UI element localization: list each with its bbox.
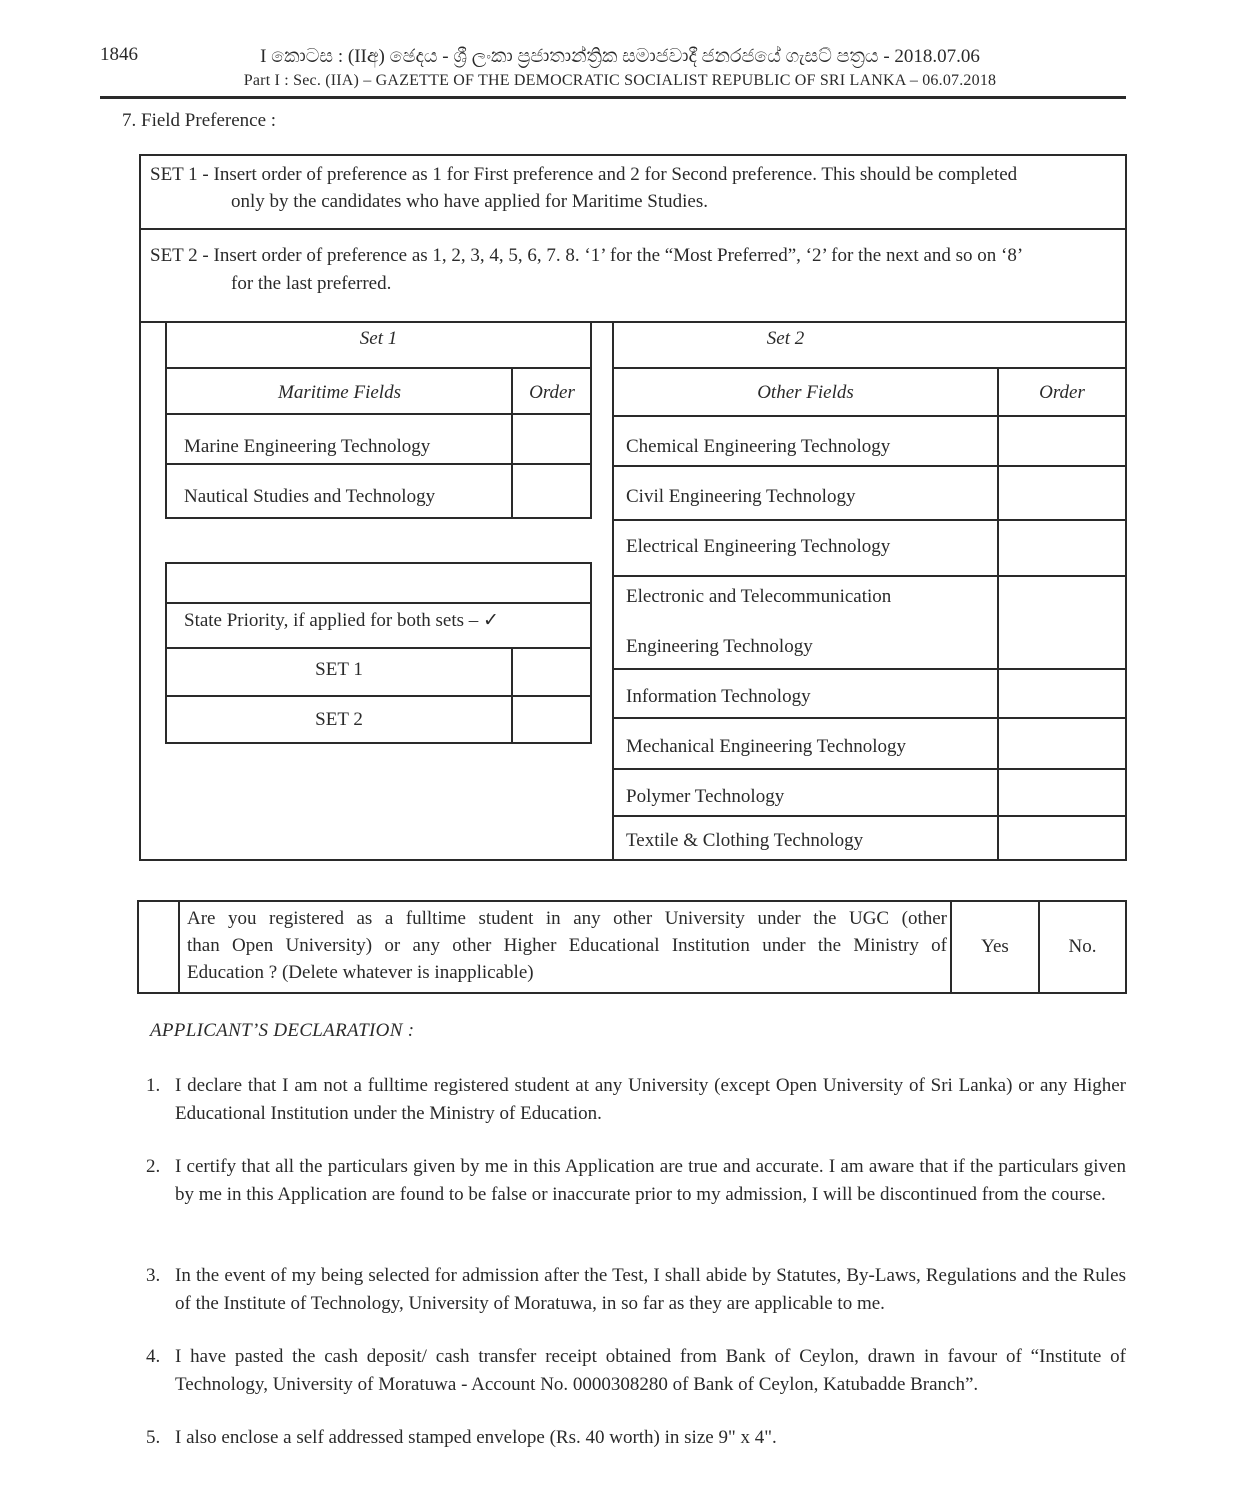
set2-order-input[interactable] bbox=[999, 817, 1125, 859]
set2-field-label: Mechanical Engineering Technology bbox=[626, 736, 907, 757]
set1-order-input[interactable] bbox=[513, 415, 590, 463]
set1-field-label: Nautical Studies and Technology bbox=[184, 486, 436, 507]
declaration-item-number: 3. bbox=[146, 1265, 161, 1286]
declaration-item bbox=[146, 1424, 1126, 1452]
set2-order-input[interactable] bbox=[999, 670, 1125, 717]
divider bbox=[141, 321, 1125, 323]
page-number: 1846 bbox=[100, 44, 138, 65]
set2-order-input[interactable] bbox=[999, 719, 1125, 768]
set2-field-label: Engineering Technology bbox=[626, 636, 813, 657]
yes-option[interactable]: Yes bbox=[981, 936, 1009, 957]
declaration-item bbox=[146, 1343, 1126, 1399]
set2-instruction-line1: SET 2 - Insert order of preference as 1, 2, 3, 4, 5, 6, 7. 8. ‘1’ for the “Most Preferred”, ‘2’ for the next and so on ‘8’ bbox=[150, 245, 1024, 266]
declaration-item-text: I declare that I am not a fulltime registered student at any University (except Open University of Sri Lanka) or any Higher Educational Institution under the Ministry of Education. bbox=[175, 1075, 1126, 1124]
divider bbox=[178, 902, 180, 992]
divider bbox=[590, 321, 592, 368]
set1-field-label: Marine Engineering Technology bbox=[184, 436, 431, 457]
priority-set1-label: SET 1 bbox=[315, 659, 363, 680]
section-title: 7. Field Preference : bbox=[122, 110, 277, 131]
declaration-item bbox=[146, 1153, 1126, 1209]
set2-order-input[interactable] bbox=[999, 521, 1125, 575]
set2-field-label: Information Technology bbox=[626, 686, 811, 707]
declaration-item-text: I have pasted the cash deposit/ cash transfer receipt obtained from Bank of Ceylon, drawn in favour of “Institute of Technology, University of Moratuwa - Account No. 0000308280 of Bank of Ceylon, Katubadde Branch”. bbox=[175, 1346, 1126, 1395]
gazette-header-english: Part I : Sec. (IIA) – GAZETTE OF THE DEMOCRATIC SOCIALIST REPUBLIC OF SRI LANKA – 06.07.2018 bbox=[243, 72, 997, 89]
divider bbox=[590, 562, 592, 744]
declaration-item-text: I also enclose a self addressed stamped envelope (Rs. 40 worth) in size 9" x 4". bbox=[175, 1427, 777, 1448]
set1-instruction-line2: only by the candidates who have applied for Maritime Studies. bbox=[231, 191, 708, 212]
gazette-header-sinhala: I කොටස : (IIඅ) ඡෙදය - ශ්‍රී ලංකා ප්‍රජාතාන්ත්‍රික සමාජවාදී ජනරජයේ ගැසට් පත්‍රය - 2018.07.06 bbox=[260, 46, 980, 67]
registration-question-line3: Education ? (Delete whatever is inapplicable) bbox=[187, 962, 534, 983]
set2-order-input[interactable] bbox=[999, 577, 1125, 668]
divider bbox=[165, 742, 592, 744]
set1-title: Set 1 bbox=[359, 328, 398, 349]
set1-order-input[interactable] bbox=[513, 465, 590, 517]
set1-instruction-line1: SET 1 - Insert order of preference as 1 for First preference and 2 for Second preference. This should be completed bbox=[150, 164, 1018, 185]
registration-question-table bbox=[137, 900, 1127, 994]
declaration-item bbox=[146, 1262, 1126, 1318]
declaration-item-number: 1. bbox=[146, 1075, 161, 1096]
set2-col-order: Order bbox=[1039, 382, 1085, 403]
divider bbox=[165, 367, 590, 369]
set1-col-order: Order bbox=[529, 382, 575, 403]
declaration-item-number: 4. bbox=[146, 1346, 161, 1367]
priority-set2-label: SET 2 bbox=[315, 709, 363, 730]
set2-field-label: Civil Engineering Technology bbox=[626, 486, 856, 507]
header-rule bbox=[100, 96, 1126, 99]
declaration-item-number: 5. bbox=[146, 1427, 161, 1448]
divider bbox=[165, 562, 592, 564]
divider bbox=[165, 321, 167, 519]
priority-set2-input[interactable] bbox=[513, 697, 590, 742]
no-option[interactable]: No. bbox=[1068, 936, 1097, 957]
priority-set1-input[interactable] bbox=[513, 649, 590, 695]
set2-field-label: Polymer Technology bbox=[626, 786, 785, 807]
state-priority-text: State Priority, if applied for both sets – bbox=[184, 610, 479, 631]
divider bbox=[165, 602, 592, 604]
set2-order-input[interactable] bbox=[999, 467, 1125, 519]
registration-question-line2: than Open University) or any other Higher Educational Institution under the Ministry of bbox=[187, 935, 947, 956]
set2-col-field: Other Fields bbox=[757, 382, 854, 403]
set2-field-label: Electrical Engineering Technology bbox=[626, 536, 891, 557]
set2-order-input[interactable] bbox=[999, 417, 1125, 465]
set2-field-label: Electronic and Telecommunication bbox=[626, 586, 892, 607]
checkmark-icon: ✓ bbox=[483, 610, 499, 631]
declaration-item-number: 2. bbox=[146, 1156, 161, 1177]
set1-col-field: Maritime Fields bbox=[278, 382, 401, 403]
divider bbox=[590, 367, 592, 519]
set2-field-label: Textile & Clothing Technology bbox=[626, 830, 864, 851]
declaration-item bbox=[146, 1072, 1126, 1128]
divider bbox=[612, 367, 1125, 369]
declaration-item-text: I certify that all the particulars given by me in this Application are true and accurate. I am aware that if the particulars given by me in this Application are found to be false or inaccurate prior to my admission, I will be discontinued from the course. bbox=[175, 1156, 1126, 1205]
registration-question-line1: Are you registered as a fulltime student in any other University under the UGC (other bbox=[187, 908, 947, 929]
declaration-title: APPLICANT’S DECLARATION : bbox=[150, 1020, 415, 1041]
state-priority-label bbox=[184, 609, 499, 632]
set2-instruction-line2: for the last preferred. bbox=[231, 273, 392, 294]
registration-question-text bbox=[187, 905, 947, 986]
set2-title: Set 2 bbox=[766, 328, 805, 349]
divider bbox=[141, 228, 1125, 230]
declaration-item-text: In the event of my being selected for admission after the Test, I shall abide by Statutes, By-Laws, Regulations and the Rules of the Institute of Technology, University of Moratuwa, in so far as they are applicable to me. bbox=[175, 1265, 1126, 1314]
field-preference-table bbox=[139, 154, 1127, 861]
divider bbox=[165, 517, 592, 519]
set2-field-label: Chemical Engineering Technology bbox=[626, 436, 891, 457]
set2-order-input[interactable] bbox=[999, 770, 1125, 815]
